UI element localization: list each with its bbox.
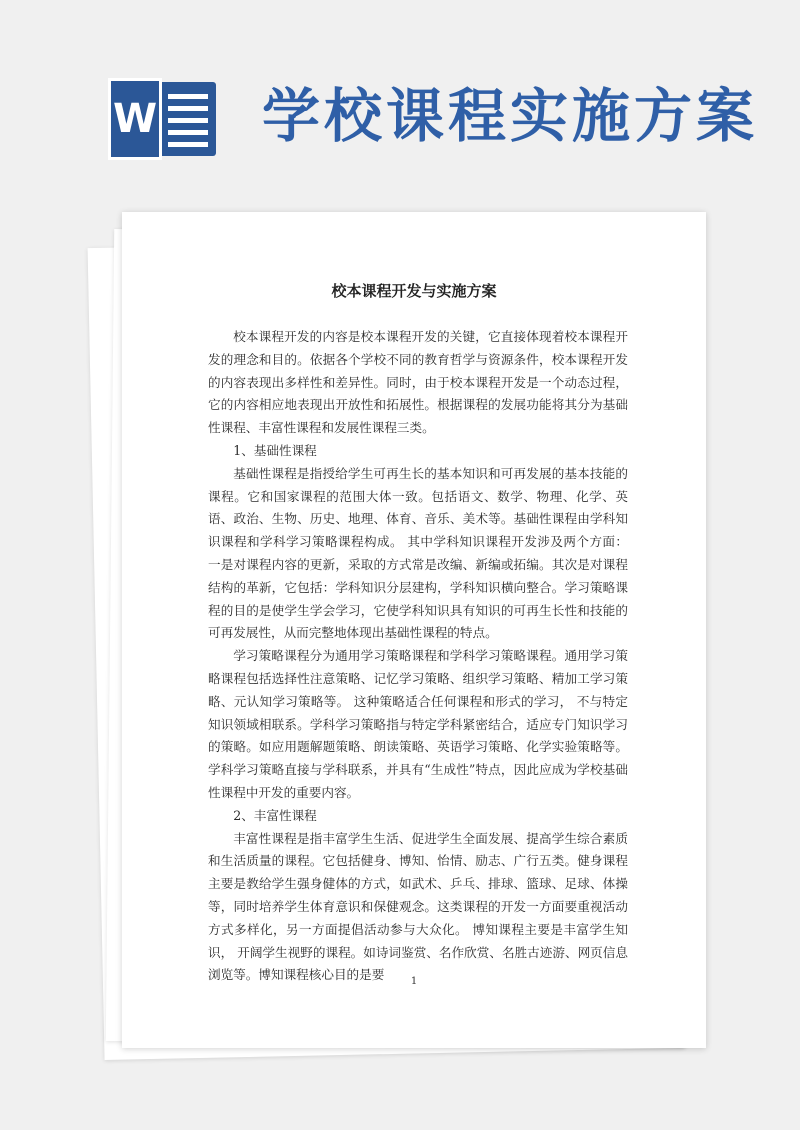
section-heading-rich: 2、丰富性课程 xyxy=(233,807,317,823)
banner-title: 学校课程实施方案 xyxy=(262,82,759,150)
page-number: 1 xyxy=(410,976,418,987)
word-document-icon xyxy=(108,78,220,160)
document-title: 校本课程开发与实施方案 xyxy=(331,282,497,300)
paragraph-intro: 校本课程开发的内容是校本课程开发的关键，它直接体现着校本课程开发的理念和目的。依据各个学校不同的教育哲学与资源条件，校本课程开发的内容表现出多样性和差异性。同时，由于校本课程开发是一个动态过程，它的内容相应地表现出开放性和拓展性。根据课程的发展功能将其分为基础性课程、丰富性课程和发展性课程三类。 xyxy=(208,329,628,436)
word-letter-icon: W xyxy=(108,78,162,160)
banner xyxy=(0,0,800,200)
section-heading-basic: 1、基础性课程 xyxy=(233,442,317,458)
document-body xyxy=(208,326,628,987)
paragraph-strategy-course: 学习策略课程分为通用学习策略课程和学科学习策略课程。通用学习策略课程包括选择性注意策略、记忆学习策略、组织学习策略、精加工学习策略、元认知学习策略等。 这种策略适合任何课程和形式的学习， 不与特定知识领域相联系。学科学习策略指与特定学科紧密结合，适应专门知识学习的策略。如应用题解题策略、朗读策略、英语学习策略、化学实验策略等。学科学习策略直接与学科联系，并具有“生成性”特点，因此应成为学校基础性课程中开发的重要内容。 xyxy=(208,648,628,800)
paragraph-basic-course: 基础性课程是指授给学生可再生长的基本知识和可再发展的基本技能的课程。它和国家课程的范围大体一致。包括语文、数学、物理、化学、英语、政治、生物、历史、地理、体育、音乐、美术等。基础性课程由学科知识课程和学科学习策略课程构成。 其中学科知识课程开发涉及两个方面： 一是对课程内容的更新，采取的方式常是改编、新编或拓编。其次是对课程结构的革新，它包括：学科知识分层建构，学科知识横向整合。学习策略课程的目的是使学生学会学习，它使学科知识具有知识的可再生长性和技能的可再发展性，从而完整地体现出基础性课程的特点。 xyxy=(208,465,628,641)
document-page xyxy=(122,212,706,1048)
paragraph-rich-course: 丰富性课程是指丰富学生生活、促进学生全面发展、提高学生综合素质和生活质量的课程。它包括健身、博知、怡情、励志、广行五类。健身课程主要是教给学生强身健体的方式，如武术、乒乓、排球、篮球、足球、体操等，同时培养学生体育意识和保健观念。这类课程的开发一方面要重视活动方式多样化，另一方面提倡活动参与大众化。 博知课程主要是丰富学生知识， 开阔学生视野的课程。如诗词鉴赏、名作欣赏、名胜古迹游、网页信息浏览等。博知课程核心目的是要 xyxy=(208,830,628,983)
